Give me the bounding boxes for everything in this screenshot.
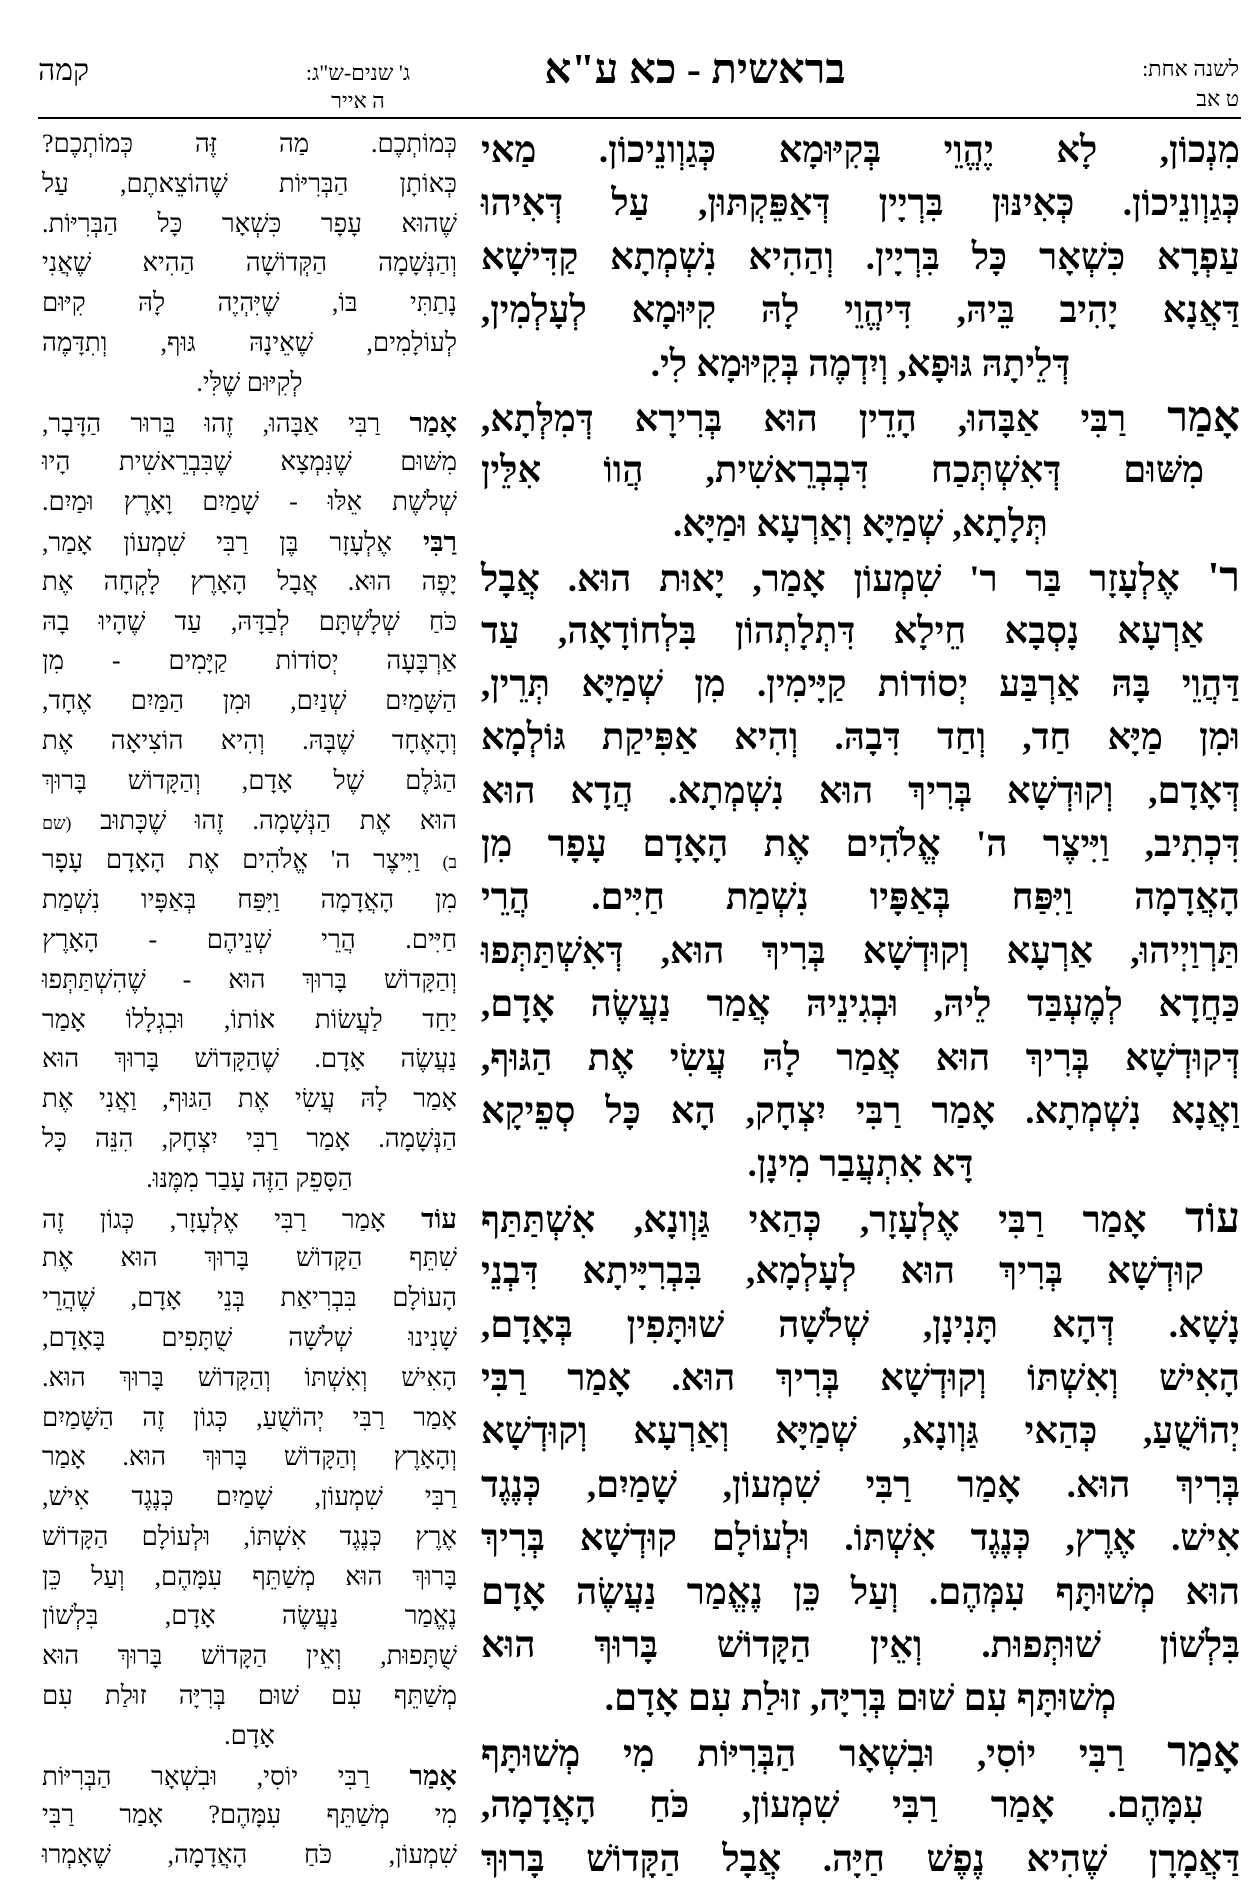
hebrew-line: נַעֲשֶׂה אָדָם. שֶׁהַקָּדוֹשׁ בָּרוּךְ הוּא [42, 1044, 457, 1074]
header-divider [38, 117, 1241, 119]
hebrew-line: שֻׁתָּפוּת, וְאֵין הַקָּדוֹשׁ בָּרוּךְ הוּא [42, 1641, 457, 1671]
hebrew-line: אָדָם. [224, 1720, 275, 1750]
hebrew-line: כֹּחַ שְׁלָשְׁתָּם לְבַדָּהּ, עַד שֶׁהָיוּ בָהּ [42, 606, 457, 636]
scripture-reference: ב) [442, 852, 458, 873]
hebrew-line: יָפֶה הוּא. אֲבָל הָאָרֶץ לָקְחָה אֶת [42, 566, 457, 596]
hebrew-line: לְעוֹלָמִים, שֶׁאֵינָהּ גּוּף, וְתִדָּמֶה [42, 327, 457, 357]
aramaic-line: דָּא אִתְעֲבַר מִינָן. [747, 1144, 974, 1186]
hebrew-line: הָאִישׁ וְאִשְׁתּוֹ וְהַקָּדוֹשׁ בָּרוּךְ הוּא. [42, 1362, 457, 1392]
hebrew-line: וְהָאָרֶץ וְהַקָּדוֹשׁ בָּרוּךְ הוּא. אָמַר [42, 1442, 457, 1472]
line-text: רַבִּי אַבָּהוּ, הָדֵין הוּא בְּרִירָא דְּמִלְּתָא, [481, 398, 1127, 440]
aramaic-line: וַאֲנָא נִשְׁמְתָא. אָמַר רַבִּי יִצְחָק, הָא כָּל סְפֵיקָא [481, 1091, 1240, 1133]
aramaic-line: אַרְעָא נָסְבָא חֵילָא דִּתְלָתְהוֹן בִּלְחוֹדָאָה, עַד [481, 610, 1204, 652]
three-year-cycle-date: ה אייר [331, 88, 385, 113]
hebrew-line [42, 840, 457, 880]
line-text: אָמַר רַבִּי אֶלְעָזָר, כְּגוֹן זֶה [42, 1204, 386, 1234]
line-text: הוּא אֶת הַנְּשָׁמָה. זֶהוּ שֶׁכָּתוּב [100, 805, 457, 835]
hebrew-line: אָמַר לָהּ עֲשִׂי אֶת הַגּוּף, וַאֲנִי אֶת [42, 1084, 457, 1114]
hebrew-line: הַנְּשָׁמָה. אָמַר רַבִּי יִצְחָק, הִנֵּה כָּל [42, 1123, 457, 1153]
aramaic-line: דַּאֲנָא יָהִיב בֵּיהּ, דִּיהֱוֵי לָהּ קִיּוּמָא לְעָלְמִין, [481, 290, 1240, 332]
aramaic-line: וּמִן מַיָּא חַד, וְחַד דִּבָהּ. וְהִיא אַפִּיקַת גּוֹלְמָא [481, 717, 1240, 759]
hebrew-line [42, 522, 457, 562]
aramaic-line: דְּאָדָם, וְקוּדְשָׁא בְּרִיךְ הוּא נִשְׁמְתָא. הֲדָא הוּא [481, 770, 1240, 812]
paragraph-lead-word: אָמַר [409, 406, 458, 438]
line-text: רַבִּי יוֹסִי, וּבִשְׁאָר הַבְּרִיּוֹת [42, 1761, 370, 1791]
hebrew-translation-column [42, 124, 457, 1875]
aramaic-line: דִּכְתִיב, וַיִּיצֶר ה' אֱלֹהִים אֶת הָאָדָם עָפָר מִן [481, 824, 1240, 866]
hebrew-line: חַיִּים. הֲרֵי שְׁנֵיהֶם - הָאָרֶץ [42, 924, 457, 954]
aramaic-line: אִישׁ. אֶרֶץ, כְּנֶגֶד אִשְׁתּוֹ. וּלְעוֹלָם קוּדְשָׁא בְּרִיךְ [481, 1518, 1240, 1560]
hebrew-line: מְשַׁתֵּף עִם שׁוּם בְּרִיָּה זוּלַת עִם [42, 1681, 457, 1711]
hebrew-line: הָעוֹלָם בִּבְרִיאַת בְּנֵי אָדָם, שֶׁהֲרֵי [42, 1283, 457, 1313]
aramaic-line: מִשּׁוּם דְּאִשְׁתְּכַח דִּבְבְרֵאשִׁית, הֲווֹ אִלֵּין [481, 450, 1204, 492]
aramaic-line: הָאֲדָמָה וַיִּפַּח בְּאַפָּיו נִשְׁמַת חַיִּים. הֲרֵי [481, 877, 1240, 919]
aramaic-line: עִמָּהֶם. אָמַר רַבִּי שִׁמְעוֹן, כֹּחַ הָאֲדָמָה, [481, 1785, 1204, 1827]
page-number: קמה [38, 54, 90, 87]
aramaic-line: עַפְרָא כִּשְׁאָר כָּל בִּרְיָין. וְהַהִיא נִשְׁמְתָא קַדִּישָׁא [481, 236, 1240, 278]
line-text: אָמַר רַבִּי אֶלְעָזָר, כְּהַאי גַּוְונָא, אִשְׁתַּתַּף [481, 1199, 1147, 1241]
aramaic-line: דְּקוּדְשָׁא בְּרִיךְ הוּא אֲמַר לָהּ עֲשִׂי אֶת הַגּוּף, [481, 1037, 1240, 1079]
hebrew-line: וְהָאֶחָד שֶׁבָּהּ. וְהִיא הוֹצִיאָה אֶת [42, 725, 457, 755]
three-year-cycle-label: ג' שנים-ש"ג: [305, 60, 411, 85]
aramaic-line: מְשׁוּתָּף עִם שׁוּם בְּרִיָּה, זוּלַת עִם אָדָם. [604, 1678, 1117, 1720]
hebrew-line [42, 1199, 457, 1239]
hebrew-line [42, 1756, 457, 1796]
page-title: בראשית - כא ע"א [544, 47, 846, 93]
hebrew-line: שְׁלֹשֶׁת אֵלּוּ - שָׁמַיִם וָאָרֶץ וּמַיִם. [42, 487, 457, 517]
hebrew-line: הַשָּׁמַיִם שְׁנַיִם, וּמִן הַמַּיִם אֶחָד, [42, 686, 457, 716]
aramaic-line: הָאִישׁ וְאִשְׁתּוֹ וְקוּדְשָׁא בְּרִיךְ הוּא. אָמַר רַבִּי [481, 1357, 1240, 1399]
line-text: וַיִּיצֶר ה' אֱלֹהִים אֶת הָאָדָם עָפָר [42, 845, 420, 875]
hebrew-line: מִי מְשַׁתֵּף עִמָּהֶם? אָמַר רַבִּי [42, 1800, 457, 1830]
hebrew-line: לְקִיּוּם שֶׁלִּי. [196, 367, 303, 397]
line-text: רַבִּי אַבָּהוּ, זֶהוּ בֵּרוּר הַדָּבָר, [42, 408, 381, 438]
paragraph-lead-word: אָמַר [1167, 393, 1241, 441]
hebrew-line: וְהַנְּשָׁמָה הַקְּדוֹשָׁה הַהִיא שֶׁאֲנִי [42, 248, 457, 278]
aramaic-line: הוּא מְשׁוּתָּף עִמְּהֶם. וְעַל כֵּן נֶאֱמַר נַעֲשֶׂה אָדָם [481, 1571, 1240, 1613]
aramaic-line: יְהוֹשֻׁעַ, כְּהַאי גַּוְונָא, שְׁמַיָּא וְאַרְעָא וְקוּדְשָׁא [481, 1411, 1240, 1453]
one-year-cycle-date: ט אב [1196, 86, 1239, 111]
aramaic-line: קוּדְשָׁא בְּרִיךְ הוּא לְעָלְמָא, בִּבְרִיָּיתָא דִּבְנֵי [481, 1251, 1204, 1293]
aramaic-line: תַּרְוַיְיהוּ, אַרְעָא וְקוּדְשָׁא בְּרִיךְ הוּא, דְּאִשְׁתַּתְּפוּ [481, 930, 1240, 972]
hebrew-line: שֶׁהוּא עָפָר כִּשְׁאָר כָּל הַבְּרִיּוֹת. [42, 208, 457, 238]
hebrew-line: הַסָּפֵק הַזֶּה עָבַר מִמֶּנּוּ. [146, 1163, 353, 1193]
line-text: אֶלְעָזָר בֶּן רַבִּי שִׁמְעוֹן אָמַר, [42, 527, 392, 557]
aramaic-line: נָשָׁא. דְּהָא תָּנִינָן, שְׁלֹשָׁה שׁוּתָּפִין בְּאָדָם, [481, 1304, 1240, 1346]
scripture-reference: (שם [42, 812, 72, 833]
aramaic-line: דַּאֲמָרָן שֶׁהִיא נֶפֶשׁ חַיָּה. אֲבָל הַקָּדוֹשׁ בָּרוּךְ [481, 1838, 1240, 1880]
hebrew-line: שִׁמְעוֹן, כֹּחַ הָאֲדָמָה, שֶׁאָמְרוּ [42, 1840, 457, 1870]
hebrew-line [42, 801, 457, 841]
aramaic-line [481, 1726, 1240, 1779]
hebrew-line: מִשּׁוּם שֶׁנִּמְצָא שֶׁבִּבְרֵאשִׁית הָיוּ [42, 447, 457, 477]
hebrew-line: וְהַקָּדוֹשׁ בָּרוּךְ הוּא - שֶׁהִשְׁתַּתְּפוּ [42, 964, 457, 994]
paragraph-lead-word: אָמַר [1167, 1728, 1240, 1776]
paragraph-lead-word: רַבִּי [422, 525, 458, 557]
hebrew-line: רַבִּי שִׁמְעוֹן, שָׁמַיִם כְּנֶגֶד אִישׁ, [42, 1482, 457, 1512]
line-text: אֶלְעָזָר בַּר ר' שִׁמְעוֹן אָמַר, יָאוּת הוּא. אֲבָל [481, 559, 1180, 601]
aramaic-line: כַּחֲדָא לְמֶעְבַּד לֵיהּ, וּבְגִינֵיהּ אֲמַר נַעֲשֶׂה אָדָם, [481, 984, 1240, 1026]
aramaic-line: דַּהֲוֵי בָּהּ אַרְבַּע יְסוֹדוֹת קַיָּימִין. מִן שְׁמַיָּא תְּרֵין, [481, 663, 1240, 705]
hebrew-line: נָתַתִּי בּוֹ, שֶׁיִּהְיֶה לָהּ קִיּוּם [42, 288, 457, 318]
hebrew-line [42, 403, 457, 443]
aramaic-line [481, 1192, 1240, 1245]
hebrew-line: מִן הָאֲדָמָה וַיִּפַּח בְּאַפָּיו נִשְׁמַת [42, 885, 457, 915]
paragraph-lead-word: עוֹד [421, 1202, 457, 1234]
hebrew-line: נֶאֱמַר נַעֲשֶׂה אָדָם, בִּלְשׁוֹן [42, 1601, 457, 1631]
aramaic-line: מִנְכוֹן, לָא יֶהֱוֵי בְּקִיּוּמָא כְּגַוְונֵיכוֹן. מַאי [481, 130, 1240, 171]
one-year-cycle-label: לשנה אחת: [1142, 56, 1239, 81]
paragraph-lead-word: אָמַר [409, 1759, 457, 1791]
aramaic-line: בְּרִיךְ הוּא. אָמַר רַבִּי שִׁמְעוֹן, שָׁמַיִם, כְּנֶגֶד [481, 1464, 1240, 1506]
hebrew-line: אָמַר רַבִּי יְהוֹשֻׁעַ, כְּגוֹן זֶה הַשָּׁמַיִם [42, 1402, 457, 1432]
hebrew-line: אֶרֶץ כְּנֶגֶד אִשְׁתּוֹ, וּלְעוֹלָם הַקָּדוֹשׁ [42, 1521, 457, 1551]
hebrew-line: כְּמוֹתְכֶם. מַה זֶּה כְּמוֹתְכֶם? [42, 129, 457, 158]
hebrew-line: שִׁתֵּף הַקָּדוֹשׁ בָּרוּךְ הוּא אֶת [42, 1243, 457, 1273]
aramaic-line [481, 391, 1240, 444]
aramaic-line: דְּלֵיתָהּ גּוּפָא, וְיִדְמֶה בְּקִיּוּמָא לִי. [650, 343, 1071, 385]
line-text: רַבִּי יוֹסִי, וּבִשְׁאָר הַבְּרִיּוֹת מִי מְשׁוּתָּף [481, 1733, 1125, 1775]
aramaic-line [481, 551, 1240, 604]
hebrew-line: כְּאוֹתָן הַבְּרִיּוֹת שֶׁהוֹצֵאתֶם, עַל [42, 168, 457, 198]
paragraph-lead-word: עוֹד [1185, 1194, 1240, 1242]
aramaic-line: כְּגַוְונֵיכוֹן. כְּאִינּוּן בִּרְיָין דְּאַפֵּקְתּוּן, עַל דְּאִיהוּ [481, 183, 1240, 225]
aramaic-line: תְּלָתָא, שְׁמַיָּא וְאַרְעָא וּמַיָּא. [673, 503, 1048, 545]
hebrew-line: בָּרוּךְ הוּא מְשַׁתֵּף עִמָּהֶם, וְעַל כֵּן [42, 1561, 457, 1591]
hebrew-line: אַרְבָּעָה יְסוֹדוֹת קַיָּמִים - מִן [42, 646, 457, 676]
aramaic-column [481, 124, 1240, 1886]
paragraph-lead-word: ר' [1207, 554, 1240, 602]
hebrew-line: הַגֹּלֶם שֶׁל אָדָם, וְהַקָּדוֹשׁ בָּרוּךְ [42, 765, 457, 795]
hebrew-line: שָׁנִינוּ שְׁלֹשָׁה שֻׁתָּפִים בָּאָדָם, [42, 1322, 457, 1352]
aramaic-line: בִּלְשׁוֹן שׁוּתְּפוּת. וְאֵין הַקָּדוֹשׁ בָּרוּךְ הוּא [481, 1624, 1240, 1666]
hebrew-line: יַחַד לַעֲשׂוֹת אוֹתוֹ, וּבִגְלָלוֹ אָמַר [42, 1004, 457, 1034]
